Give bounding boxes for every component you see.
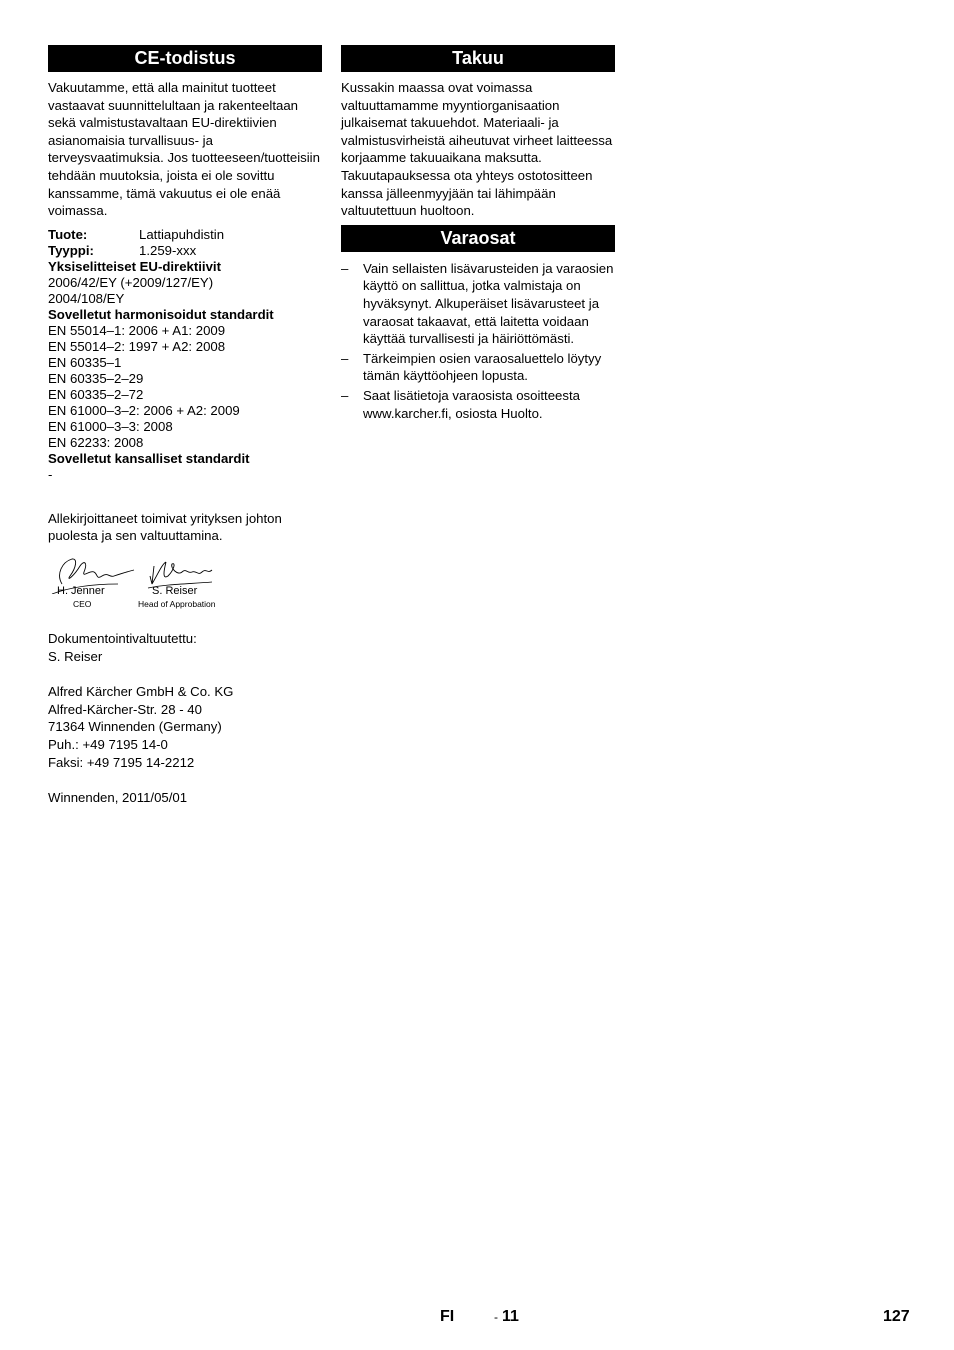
address-line: Alfred Kärcher GmbH & Co. KG bbox=[48, 684, 234, 700]
standard-item: EN 60335–1 bbox=[48, 354, 122, 370]
standard-item: EN 61000–3–3: 2008 bbox=[48, 418, 173, 434]
signers-text: Allekirjoittaneet toimivat yrityksen johton puolesta ja sen valtuuttamina. bbox=[48, 510, 282, 544]
list-item bbox=[341, 350, 615, 385]
type-label: Tyyppi: bbox=[48, 242, 94, 258]
directive-item: 2006/42/EY (+2009/127/EY) bbox=[48, 274, 214, 290]
type-row bbox=[48, 243, 322, 259]
national-standards-heading: Sovelletut kansalliset standardit bbox=[48, 450, 250, 466]
phone-line: Puh.: +49 7195 14-0 bbox=[48, 736, 168, 752]
list-item bbox=[341, 387, 615, 422]
product-value: Lattiapuhdistin bbox=[139, 226, 225, 242]
product-row bbox=[48, 227, 322, 243]
signer-2-name: S. Reiser bbox=[152, 584, 198, 597]
place-date: Winnenden, 2011/05/01 bbox=[48, 790, 188, 806]
standard-item: EN 60335–2–29 bbox=[48, 370, 144, 386]
footer-page-number bbox=[494, 1307, 519, 1327]
warranty-parts-column bbox=[341, 45, 615, 424]
documentation-authority bbox=[48, 630, 322, 665]
dash-bullet: – bbox=[341, 260, 349, 276]
list-item bbox=[341, 260, 615, 348]
address-line: 71364 Winnenden (Germany) bbox=[48, 719, 222, 735]
documentation-authority-name: S. Reiser bbox=[48, 648, 103, 664]
directive-item: 2004/108/EY bbox=[48, 290, 125, 306]
standard-item: EN 62233: 2008 bbox=[48, 434, 144, 450]
footer-total-page: 127 bbox=[883, 1308, 910, 1325]
dash-bullet: – bbox=[341, 387, 349, 403]
warranty-text: Kussakin maassa ovat voimassa valtuuttamamme myyntiorganisaation julkaisemat takuuehdot. Materiaali- ja valmistusvirheistä aiheutuvat virheet laitteessa korjaamme takuuaikana maksutta. Takuutapauksessa ota yhteys ostotositteen kanssa jälleenmyyjään tai lähimpään valtuutettuun huoltoon. bbox=[341, 80, 613, 219]
ce-intro-text: Vakuutamme, että alla mainitut tuotteet vastaavat suunnittelultaan ja rakenteeltaan sekä valmistustavaltaan EU-direktiivien asianomaisia turvallisuus- ja terveysvaatimuksia. Jos tuotteeseen/tuotteisiin tehdään muutoksia, joista ei ole sovittu kanssamme, tämä vakuutus ei ole enää voimassa. bbox=[48, 80, 320, 219]
ce-certificate-header: CE-todistus bbox=[48, 45, 322, 72]
footer-separator: - bbox=[494, 1310, 498, 1324]
list-item-text: Tärkeimpien osien varaosaluettelo löytyy tämän käyttöohjeen lopusta. bbox=[363, 350, 602, 384]
signature-block bbox=[48, 554, 322, 616]
ce-certificate-column bbox=[48, 45, 322, 807]
spare-parts-header: Varaosat bbox=[341, 225, 615, 252]
standard-item: EN 61000–3–2: 2006 + A2: 2009 bbox=[48, 402, 240, 418]
standard-item: EN 60335–2–72 bbox=[48, 386, 144, 402]
list-item-text: Saat lisätietoja varaosista osoitteesta www.karcher.fi, osiosta Huolto. bbox=[363, 387, 580, 421]
signer-1-role: CEO bbox=[73, 598, 92, 609]
directives-heading: Yksiselitteiset EU-direktiivit bbox=[48, 258, 221, 274]
warranty-header: Takuu bbox=[341, 45, 615, 72]
fax-line: Faksi: +49 7195 14-2212 bbox=[48, 754, 195, 770]
footer-language: FI bbox=[440, 1308, 455, 1325]
company-address bbox=[48, 683, 322, 771]
harmonized-standards-heading: Sovelletut harmonisoidut standardit bbox=[48, 306, 274, 322]
product-label: Tuote: bbox=[48, 226, 88, 242]
dash-bullet: – bbox=[341, 350, 349, 366]
standard-item: EN 55014–2: 1997 + A2: 2008 bbox=[48, 338, 226, 354]
address-line: Alfred-Kärcher-Str. 28 - 40 bbox=[48, 701, 202, 717]
footer-page-value: 11 bbox=[502, 1308, 519, 1325]
product-info bbox=[48, 227, 322, 483]
national-standards-value: - bbox=[48, 466, 53, 482]
standard-item: EN 55014–1: 2006 + A1: 2009 bbox=[48, 322, 226, 338]
spare-parts-list bbox=[341, 260, 615, 422]
signer-2-role: Head of Approbation bbox=[138, 598, 216, 609]
documentation-authority-label: Dokumentointivaltuutettu: bbox=[48, 630, 197, 646]
signer-1-name: H. Jenner bbox=[57, 584, 105, 597]
list-item-text: Vain sellaisten lisävarusteiden ja varaosien käyttö on sallittua, jotka valmistaja on hyväksynyt. Alkuperäiset lisävarusteet ja varaosat takaavat, että laitetta voidaan käyttää turvallisesti ja häiriöttömästi. bbox=[363, 260, 614, 347]
type-value: 1.259-xxx bbox=[139, 242, 197, 258]
